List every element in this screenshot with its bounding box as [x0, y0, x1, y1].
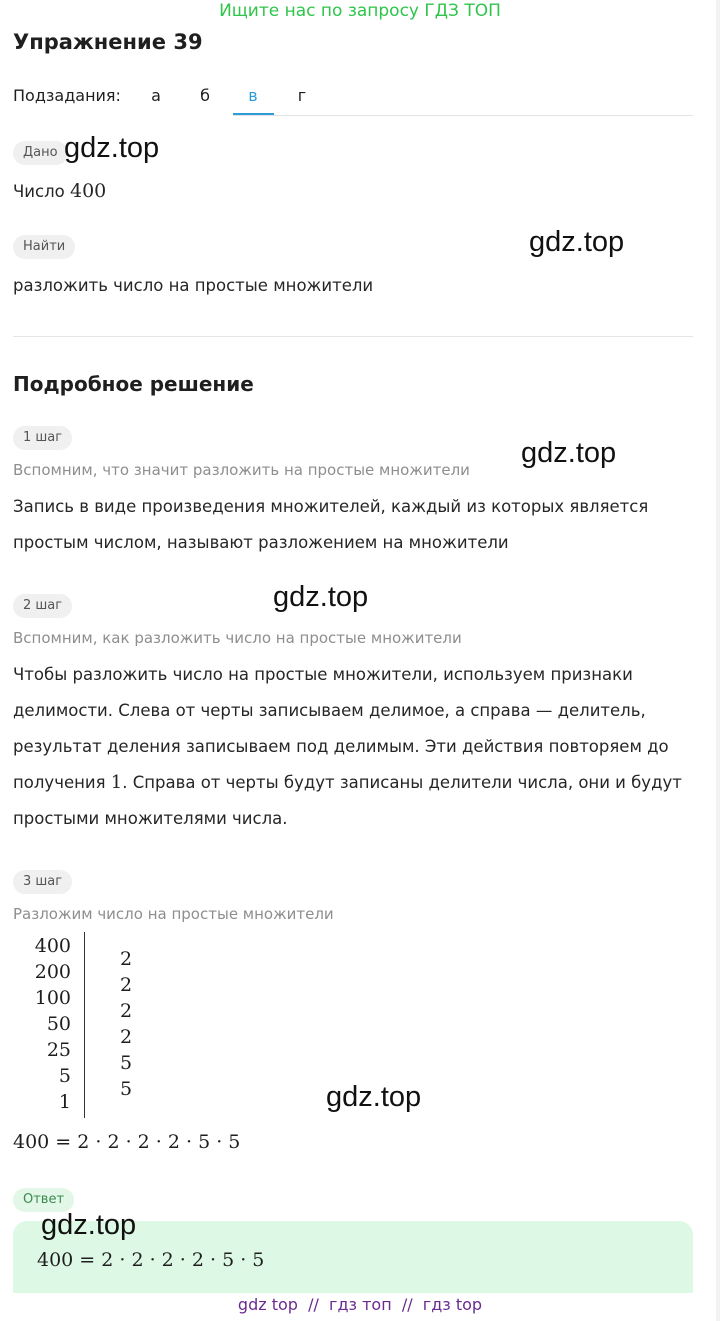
dividend: 25 [46, 1039, 71, 1061]
tab-g[interactable]: г [297, 86, 307, 105]
given-value: 400 [70, 180, 107, 202]
subtasks-label: Подзадания: [13, 86, 121, 105]
solution-heading: Подробное решение [13, 372, 254, 396]
step-text-line [13, 765, 682, 801]
step-text-line: Чтобы разложить число на простые множители, используем признаки [13, 665, 633, 684]
find-badge: Найти [13, 235, 75, 259]
given-label: Число [13, 182, 65, 201]
divisor: 5 [120, 1078, 133, 1100]
search-banner: Ищите нас по запросу ГДЗ ТОП [219, 1, 501, 21]
division-line [84, 932, 85, 1118]
step-3-badge-wrap [13, 870, 72, 894]
dividend: 50 [46, 1013, 71, 1035]
active-tab-indicator [233, 113, 274, 115]
dividend: 5 [58, 1065, 71, 1087]
divisor: 2 [120, 948, 133, 970]
step-number: 1 [110, 772, 123, 793]
page-title: Упражнение 39 [13, 30, 203, 54]
step-text-line: простыми множителями числа. [13, 809, 288, 828]
given-badge: Дано [13, 141, 68, 165]
step-hint: Вспомним, как разложить число на простые множители [13, 629, 462, 647]
answer-badge: Ответ [13, 1188, 74, 1212]
step-badge: 2 шаг [13, 594, 72, 618]
scrollbar-track[interactable] [716, 0, 720, 1321]
find-text: разложить число на простые множители [13, 276, 374, 295]
step-hint: Разложим число на простые множители [13, 905, 334, 923]
tab-a[interactable]: а [151, 86, 161, 105]
watermark: gdz.top [41, 1209, 137, 1241]
watermark: gdz.top [326, 1081, 422, 1113]
step-text-line: делимости. Слева от черты записываем делимое, а справа — делитель, [13, 701, 646, 720]
step-text-line: Запись в виде произведения множителей, каждый из которых является [13, 497, 649, 516]
divisor: 2 [120, 1000, 133, 1022]
watermark: gdz.top [529, 226, 625, 258]
watermark: gdz.top [273, 581, 369, 613]
step-1-badge-wrap [13, 426, 72, 450]
dividend: 1 [58, 1091, 71, 1113]
step-text-line: простым числом, называют разложением на множители [13, 533, 509, 552]
step-badge: 3 шаг [13, 870, 72, 894]
dividend: 100 [34, 987, 71, 1009]
step-2-badge-wrap [13, 594, 72, 618]
dividend: 200 [34, 961, 71, 983]
divisor: 2 [120, 1026, 133, 1048]
dividend: 400 [34, 935, 71, 957]
given-badge-wrap [13, 141, 68, 165]
watermark: gdz.top [64, 132, 160, 164]
step-text-fragment: получения [13, 773, 106, 792]
step-hint: Вспомним, что значит разложить на простые множители [13, 461, 470, 479]
footer-links[interactable]: gdz top // гдз топ // гдз top [237, 1295, 483, 1314]
find-badge-wrap [13, 235, 75, 259]
dividends-column [13, 933, 71, 1115]
tab-b[interactable]: б [200, 86, 210, 105]
tabs-divider [233, 115, 693, 116]
step-text-line: результат деления записываем под делимым. Эти действия повторяем до [13, 737, 669, 756]
answer-value: 400 = 2 · 2 · 2 · 2 · 5 · 5 [37, 1249, 265, 1271]
step-result: 400 = 2 · 2 · 2 · 2 · 5 · 5 [13, 1131, 241, 1153]
divisors-column [120, 946, 132, 1102]
watermark: gdz.top [521, 437, 617, 469]
divisor: 2 [120, 974, 133, 996]
step-text-fragment: . Справа от черты будут записаны делители числа, они и будут [122, 773, 682, 792]
step-badge: 1 шаг [13, 426, 72, 450]
tab-v[interactable]: в [248, 86, 258, 105]
given-text [13, 173, 106, 210]
divisor: 5 [120, 1052, 133, 1074]
section-divider [13, 336, 693, 337]
